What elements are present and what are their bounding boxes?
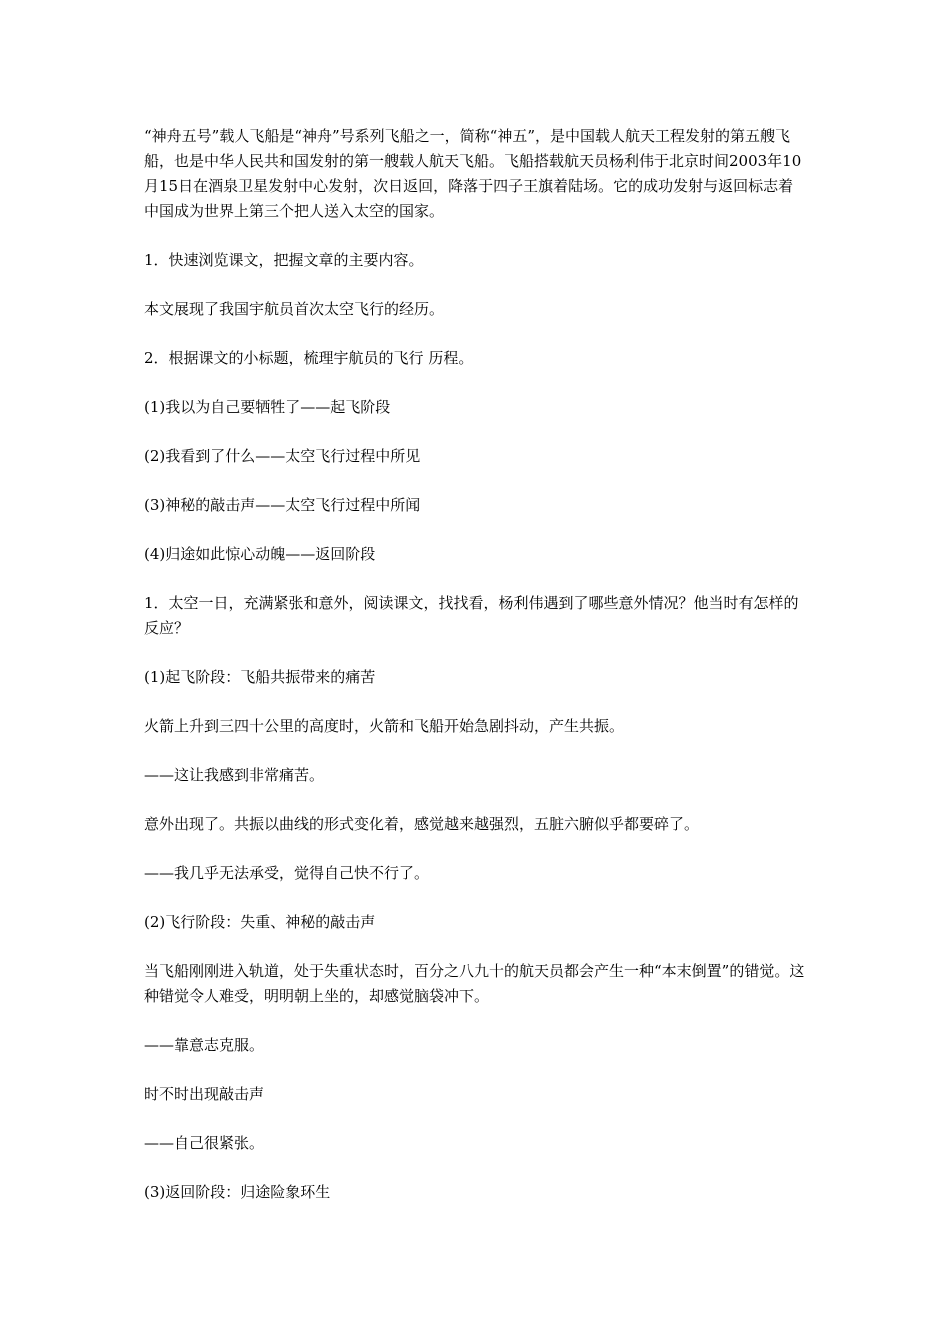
body-paragraph: 当飞船刚刚进入轨道，处于失重状态时，百分之八九十的航天员都会产生一种“本末倒置”的错觉。这种错觉令人难受，明明朝上坐的，却感觉脑袋冲下。 bbox=[144, 962, 805, 1005]
reaction-line: ——这让我感到非常痛苦。 bbox=[144, 766, 325, 784]
list-item: (3)神秘的敲击声——太空飞行过程中所闻 bbox=[144, 496, 421, 514]
question-3-heading: 1．太空一日，充满紧张和意外，阅读课文，找找看，杨利伟遇到了哪些意外情况？他当时有怎样的反应？ bbox=[144, 594, 799, 637]
question-1-heading: 1．快速浏览课文，把握文章的主要内容。 bbox=[144, 251, 424, 269]
list-item: (1)我以为自己要牺牲了——起飞阶段 bbox=[144, 398, 391, 416]
list-item: (2)我看到了什么——太空飞行过程中所见 bbox=[144, 447, 421, 465]
reaction-line: ——我几乎无法承受，觉得自己快不行了。 bbox=[144, 864, 430, 882]
answer-paragraph: 本文展现了我国宇航员首次太空飞行的经历。 bbox=[144, 300, 445, 318]
body-paragraph: 意外出现了。共振以曲线的形式变化着，感觉越来越强烈，五脏六腑似乎都要碎了。 bbox=[144, 815, 700, 833]
body-paragraph: 火箭上升到三四十公里的高度时，火箭和飞船开始急剧抖动，产生共振。 bbox=[144, 717, 625, 735]
body-paragraph: 时不时出现敲击声 bbox=[144, 1085, 265, 1103]
document-body bbox=[144, 124, 808, 1229]
section-heading: (2)飞行阶段：失重、神秘的敲击声 bbox=[144, 913, 376, 931]
section-heading: (1)起飞阶段：飞船共振带来的痛苦 bbox=[144, 668, 376, 686]
section-heading: (3)返回阶段：归途险象环生 bbox=[144, 1183, 331, 1201]
list-item: (4)归途如此惊心动魄——返回阶段 bbox=[144, 545, 376, 563]
question-2-heading: 2．根据课文的小标题，梳理宇航员的飞行 历程。 bbox=[144, 349, 474, 367]
reaction-line: ——靠意志克服。 bbox=[144, 1036, 265, 1054]
reaction-line: ——自己很紧张。 bbox=[144, 1134, 265, 1152]
intro-paragraph: “神舟五号”载人飞船是“神舟”号系列飞船之一，简称“神五”，是中国载人航天工程发射的第五艘飞船，也是中华人民共和国发射的第一艘载人航天飞船。飞船搭载航天员杨利伟于北京时间2003年10月15日在酒泉卫星发射中心发射，次日返回，降落于四子王旗着陆场。它的成功发射与返回标志着中国成为世界上第三个把人送入太空的国家。 bbox=[144, 127, 802, 220]
